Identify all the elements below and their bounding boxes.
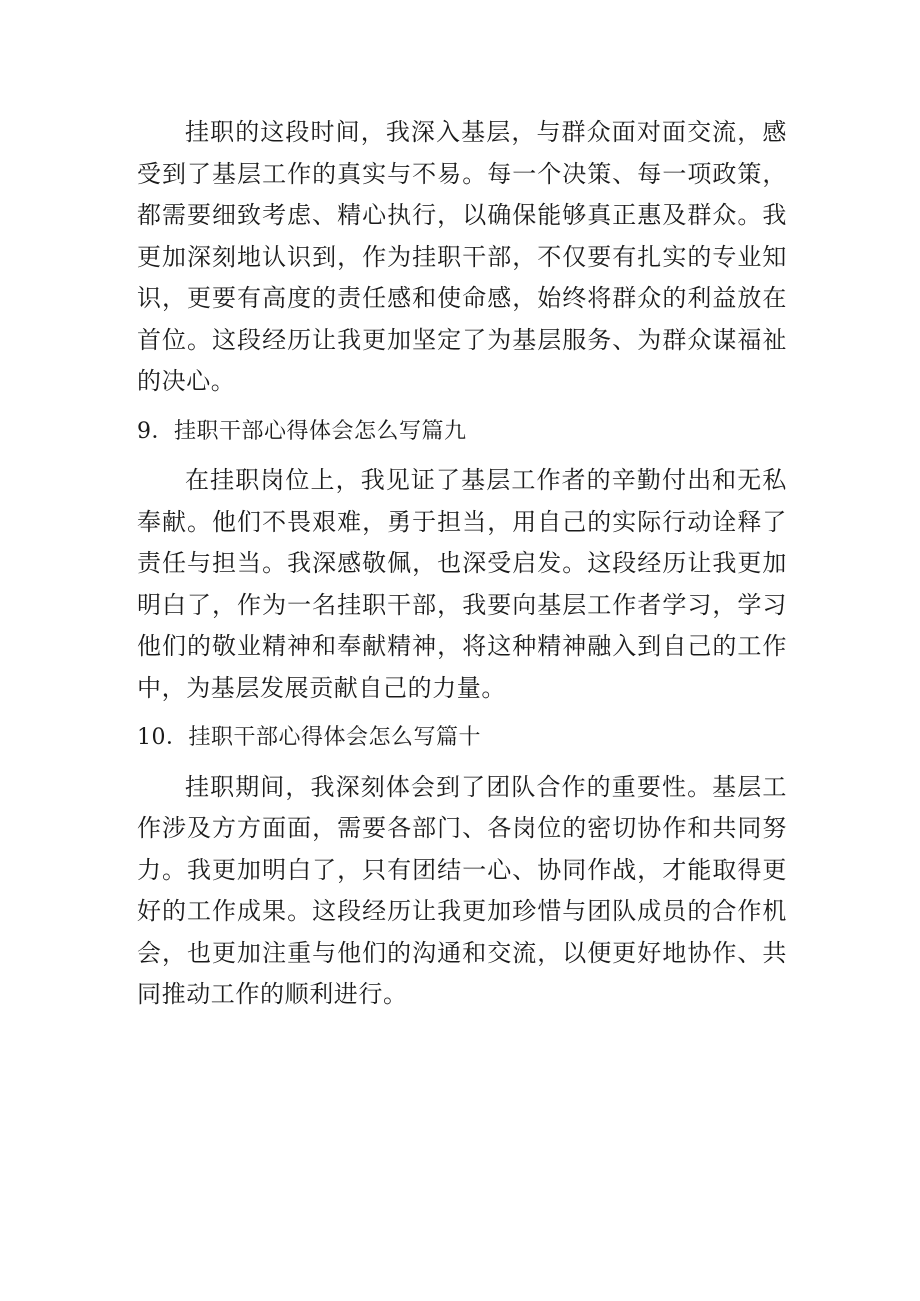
- section-gap: [137, 759, 787, 767]
- section-gap: [137, 452, 787, 460]
- paragraph-section-10: 挂职期间，我深刻体会到了团队合作的重要性。基层工作涉及方方面面，需要各部门、各岗位的密切协作和共同努力。我更加明白了，只有团结一心、协同作战，才能取得更好的工作成果。这段经历让我更加珍惜与团队成员的合作机会，也更加注重与他们的沟通和交流，以便更好地协作、共同推动工作的顺利进行。: [137, 772, 787, 1008]
- section-heading-10: 10．挂职干部心得体会怎么写篇十: [137, 725, 481, 750]
- section-gap: [137, 403, 787, 411]
- document-body: [137, 112, 787, 1016]
- paragraph-intro: 挂职的这段时间，我深入基层，与群众面对面交流，感受到了基层工作的真实与不易。每一个决策、每一项政策，都需要细致考虑、精心执行，以确保能够真正惠及群众。我更加深刻地认识到，作为挂职干部，不仅要有扎实的专业知识，更要有高度的责任感和使命感，始终将群众的利益放在首位。这段经历让我更加坚定了为基层服务、为群众谋福祉的决心。: [137, 118, 787, 395]
- section-heading-9: 9．挂职干部心得体会怎么写篇九: [137, 418, 467, 444]
- section-gap: [137, 709, 787, 717]
- paragraph-section-9: 在挂职岗位上，我见证了基层工作者的辛勤付出和无私奉献。他们不畏艰难，勇于担当，用自己的实际行动诠释了责任与担当。我深感敬佩，也深受启发。这段经历让我更加明白了，作为一名挂职干部，我要向基层工作者学习，学习他们的敬业精神和奉献精神，将这种精神融入到自己的工作中，为基层发展贡献自己的力量。: [137, 466, 787, 702]
